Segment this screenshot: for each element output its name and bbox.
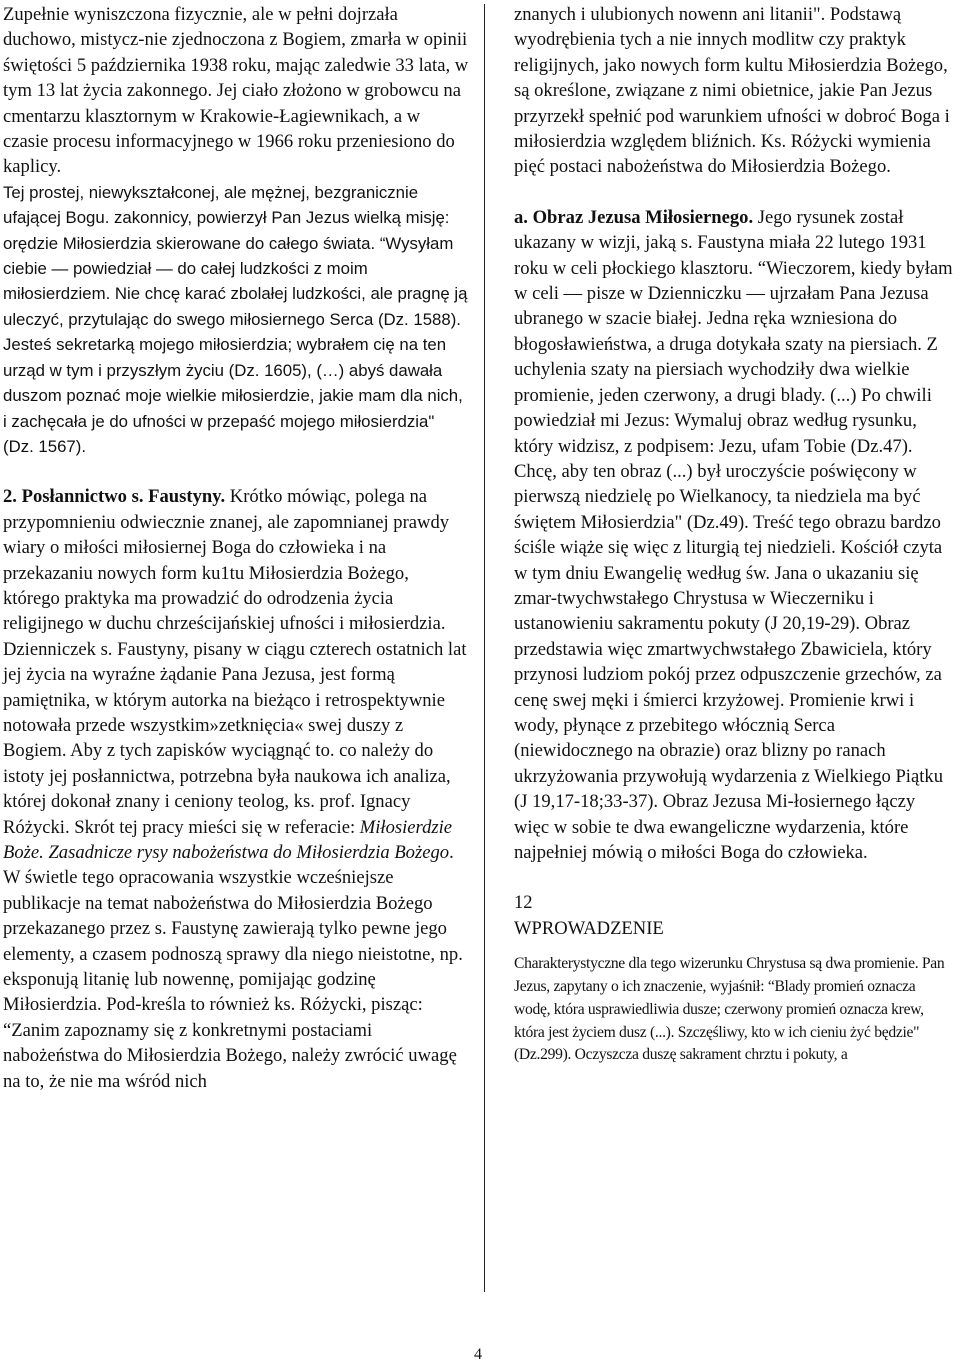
paragraph	[3, 637, 469, 1094]
paragraph: znanych i ulubionych nowenn ani litanii". Podstawą wyodrębienia tych a nie innych modlitw czy praktyk religijnych, jako nowych form kultu Miłosierdzia Bożego, są określone, związane z nimi obietnice, jakie Pan Jezus przyrzekł spełnić pod warunkiem ufności w dobroć Boga i miłosierdzia względem bliźnich. Ks. Różycki wymienia pięć postaci nabożeństwa do Miłosierdzia Bożego.	[514, 4, 950, 178]
paragraph: Zupełnie wyniszczona fizycznie, ale w pełni dojrzała duchowo, mistycz-nie zjednoczona z Bogiem, zmarła w opinii świętości 5 października 1938 roku, mając zaledwie 33 lata, w tym 13 lat życia zakonnego. Jej ciało złożono w grobowcu na cmentarzu klasztornym w Krakowie-Łagiewnikach, a w czasie procesu informacyjnego w 1966 roku przeniesiono do kaplicy.	[3, 4, 469, 178]
section-heading: a. Obraz Jezusa Miłosiernego.	[514, 206, 754, 228]
paragraph: Charakterystyczne dla tego wizerunku Chrystusa są dwa promienie. Pan Jezus, zapytany o ich znaczenie, wyjaśnił: “Blady promień oznacza wodę, która usprawiedliwia dusze; czerwony promień oznacza krew, która jest życiem dusz (...). Szczęśliwy, kto w ich cieniu żyć będzie" (Dz.299). Oczyszcza duszę sakrament chrztu i pokuty, a	[514, 955, 945, 1064]
paragraph-text: Krótko mówiąc, polega na przypomnieniu odwiecznie znanej, ale zapomnianej prawdy wiary o miłości miłosiernej Boga do człowieka i na przekazaniu nowych form ku1tu Miłosierdzia Bożego, którego praktyka ma prowadzić do odrodzenia życia religijnego w duchu chrześcijańskiej ufności i miłosierdzia.	[3, 486, 450, 635]
column-divider	[484, 4, 485, 1292]
left-column	[3, 2, 469, 1094]
inner-header: WPROWADZENIE	[514, 917, 664, 939]
italic-title: Miłosierdzie Boże. Zasadnicze rysy nabożeństwa do Miłosierdzia Bożego	[3, 816, 453, 863]
paragraph	[514, 205, 954, 866]
paragraph-text: . W świetle tego opracowania wszystkie wcześniejsze publikacje na temat nabożeństwa do Miłosierdzia Bożego przekazanego przez s. Faustynę zawierają tylko pewne jego elementy, a czasem podnoszą sprawy dla niego nieistotne, np. eksponują litanię lub nowennę, pomijając godzinę Miłosierdzia. Pod-kreśla to również ks. Różycki, pisząc: “Zanim zapoznamy się z konkretnymi postaciami nabożeństwa do Miłosierdzia Bożego, należy zwrócić uwagę na to, że nie ma wśród nich	[3, 842, 463, 1092]
right-column	[514, 2, 954, 1067]
paragraph	[3, 484, 469, 636]
page-number: 4	[474, 1346, 482, 1363]
paragraph: Tej prostej, niewykształconej, ale mężnej, bezgranicznie ufającej Bogu. zakonnicy, powierzył Pan Jezus wielką misję: orędzie Miłosierdzia skierowane do całego świata. “Wysyłam ciebie — powiedział — do całej ludzkości z moim miłosierdziem. Nie chcę karać zbolałej ludzkości, ale pragnę ją uleczyć, przytulając do swego miłosiernego Serca (Dz. 1588). Jesteś sekretarką mojego miłosierdzia; wybrałem cię na ten urząd w tym i przyszłym życiu (Dz. 1605), (…) abyś dawała duszom poznać moje wielkie miłosierdzie, jakie mam dla nich, i zachęcała je do ufności w przepaść mojego miłosierdzia" (Dz. 1567).	[3, 182, 468, 456]
inner-page-number: 12	[514, 892, 533, 914]
paragraph-text: Dzienniczek s. Faustyny, pisany w ciągu czterech ostatnich lat jej życia na wyraźne żądanie Pana Jezusa, jest formą pamiętnika, w którym autorka na bieżąco i retrospektywnie notowała przede wszystkim»zetknięcia« swej duszy z Bogiem. Aby z tych zapisków wyciągnąć to. co należy do istoty jej posłannictwa, potrzebna była naukowa ich analiza, której dokonał znany i ceniony teolog, ks. prof. Ignacy Różycki. Skrót tej pracy mieści się w referacie:	[3, 638, 467, 838]
paragraph-text: Jego rysunek został ukazany w wizji, jaką s. Faustyna miała 22 lutego 1931 roku w celi płockiego klasztoru. “Wieczorem, kiedy byłam w celi — pisze w Dzienniczku — ujrzałam Pana Jezusa ubranego w szacie białej. Jedna ręka wzniesiona do błogosławieństwa, a druga dotykała szaty na piersiach. Z uchylenia szaty na piersiach wychodziły dwa wielkie promienie, jeden czerwony, a drugi blady. (...) Po chwili powiedział mi Jezus: Wymaluj obraz według rysunku, który widzisz, z podpisem: Jezu, ufam Tobie (Dz.47). Chcę, aby ten obraz (...) był uroczyście poświęcony w pierwszą niedzielę po Wielkanocy, ta niedziela ma być świętem Miłosierdzia" (Dz.49). Treść tego obrazu bardzo ściśle wiąże się więc z liturgią tej niedzieli. Kościół czyta w tym dniu Ewangelię według św. Jana o ukazaniu się zmar-twychwstałego Chrystusa w Wieczerniku i ustanowieniu sakramentu pokuty (J 20,19-29). Obraz przedstawia więc zmartwychwstałego Zbawiciela, który przynosi ludziom pokój przez odpuszczenie grzechów, za cenę swej męki i śmierci krzyżowej. Promienie krwi i wody, płynące z przebitego włócznią Serca (niewidocznego na obrazie) oraz blizny po ranach ukrzyżowania przywołują wydarzenia z Wielkiego Piątku (J 19,17-18;33-37). Obraz Jezusa Mi-łosiernego łączy więc w sobie te dwa ewangeliczne wydarzenia, które najpełniej mówią o miłości Boga do człowieka.	[514, 206, 953, 863]
section-heading: 2. Posłannictwo s. Faustyny.	[3, 486, 226, 508]
